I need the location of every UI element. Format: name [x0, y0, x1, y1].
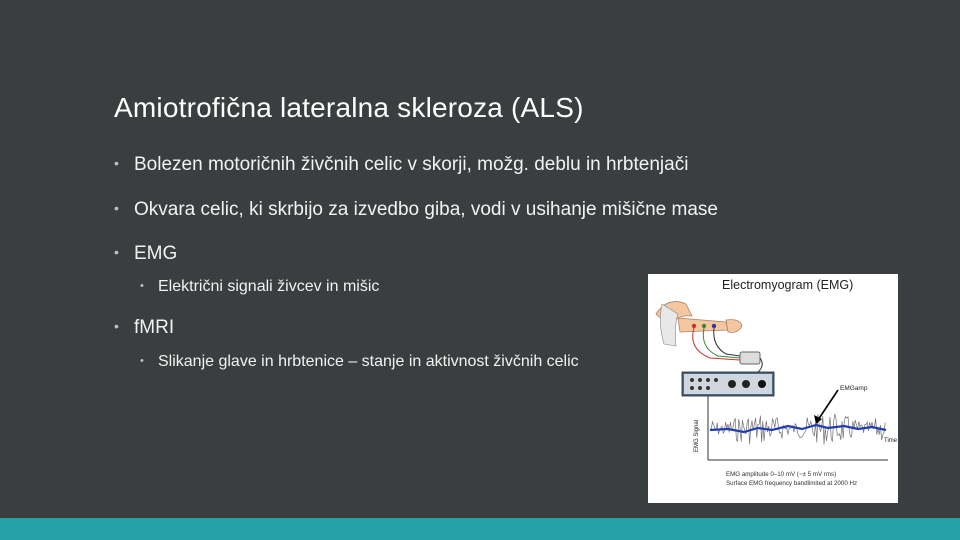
bullet-icon: •: [114, 244, 119, 260]
bullet-icon: •: [114, 155, 119, 171]
slide-title: Amiotrofična lateralna skleroza (ALS): [114, 92, 584, 123]
bullet-item: [114, 317, 174, 339]
arm-illustration-icon: [656, 302, 742, 346]
bullet-text: EMG: [134, 243, 178, 264]
emgamp-annotation: EMGamp: [840, 385, 868, 392]
electrode-cable-icon: [693, 328, 763, 374]
bullet-text: Bolezen motoričnih živčnih celic v skorji, možg. deblu in hrbtenjači: [134, 154, 689, 175]
sub-bullet-item: [140, 278, 379, 296]
figure-caption-line-1: EMG amplitude 0–10 mV (~± 5 mV rms): [726, 471, 837, 478]
y-axis-label: EMG Signal: [694, 419, 700, 452]
x-axis-label: Time: [884, 438, 898, 444]
sub-bullet-text: Električni signali živcev in mišic: [158, 278, 380, 295]
bullet-item: [114, 154, 688, 176]
bullet-item: [114, 199, 718, 221]
bullet-text: Okvara celic, ki skrbijo za izvedbo giba, vodi v usihanje mišične mase: [134, 199, 718, 220]
bullet-item: [114, 243, 177, 265]
sub-bullet-item: [140, 353, 579, 371]
sub-bullet-text: Slikanje glave in hrbtenice – stanje in aktivnost živčnih celic: [158, 353, 579, 370]
emg-figure: [648, 274, 898, 503]
sub-bullet-icon: •: [140, 280, 144, 292]
bullet-icon: •: [114, 318, 119, 334]
amplifier-device-icon: [682, 372, 774, 396]
bullet-text: fMRI: [134, 317, 175, 338]
footer-bar: [0, 518, 960, 540]
arrow-icon: [814, 390, 838, 424]
bullet-icon: •: [114, 200, 119, 216]
figure-caption-line-2: Surface EMG frequency bandlimited at 2000 Hz: [726, 480, 858, 487]
sub-bullet-icon: •: [140, 355, 144, 367]
figure-title: Electromyogram (EMG): [722, 278, 854, 292]
